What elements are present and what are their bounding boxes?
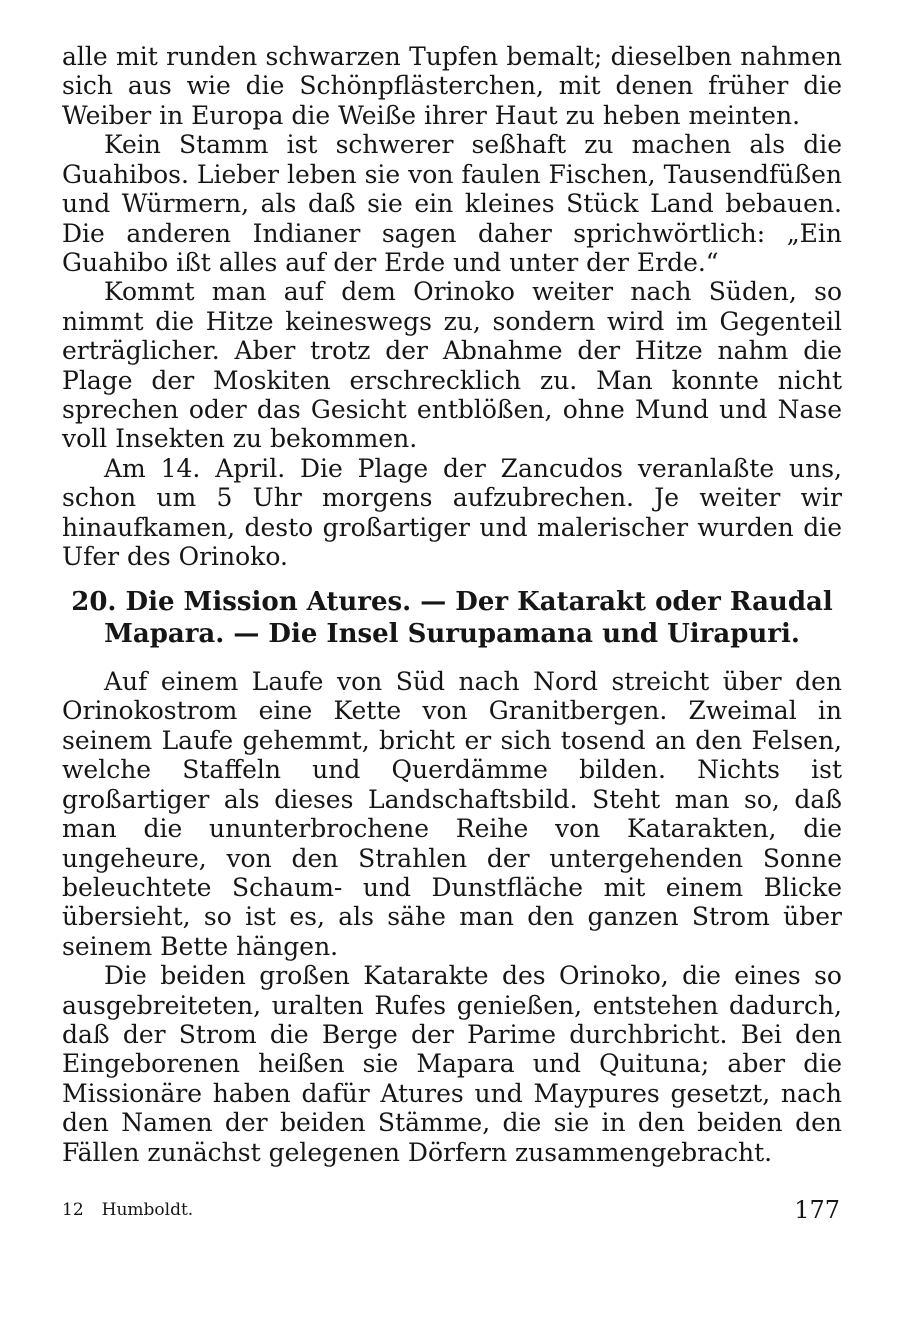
paragraph: Kein Stamm ist schwerer seßhaft zu machen als die Guahibos. Lieber leben sie von faulen Fischen, Tausendfüßen und Würmern, als daß sie ein kleines Stück Land bebauen. Die anderen Indianer sagen daher sprichwörtlich: „Ein Guahibo ißt alles auf der Erde und unter der Erde.“ xyxy=(62,130,842,277)
paragraph: Kommt man auf dem Orinoko weiter nach Süden, so nimmt die Hitze keineswegs zu, sondern wird im Gegenteil erträglicher. Aber trotz der Abnahme der Hitze nahm die Plage der Moskiten erschrecklich zu. Man konnte nicht sprechen oder das Gesicht entblößen, ohne Mund und Nase voll Insekten zu bekommen. xyxy=(62,277,842,454)
body-text-top xyxy=(62,42,842,572)
page-footer xyxy=(62,1196,840,1226)
paragraph: alle mit runden schwarzen Tupfen bemalt; dieselben nahmen sich aus wie die Schönpflästerchen, mit denen früher die Weiber in Europa die Weiße ihrer Haut zu heben meinten. xyxy=(62,42,842,130)
paragraph: Am 14. April. Die Plage der Zancudos veranlaßte uns, schon um 5 Uhr morgens aufzubrechen. Je weiter wir hinaufkamen, desto großartiger und malerischer wurden die Ufer des Orinoko. xyxy=(62,453,842,572)
chapter-heading xyxy=(62,586,842,650)
chapter-heading-line: 20. Die Mission Atures. — Der Katarakt oder Raudal xyxy=(71,587,833,617)
signature-number: 12 xyxy=(62,1200,84,1220)
paragraph: Die beiden großen Katarakte des Orinoko, die eines so ausgebreiteten, uralten Rufes genießen, entstehen dadurch, daß der Strom die Berge der Parime durchbricht. Bei den Eingeborenen heißen sie Mapara und Quituna; aber die Missionäre haben dafür Atures und Maypures gesetzt, nach den Namen der beiden Stämme, die sie in den beiden den Fällen zunächst gelegenen Dörfern zusammengebracht. xyxy=(62,961,842,1167)
signature-name: Humboldt. xyxy=(101,1200,194,1220)
page-number: 177 xyxy=(794,1196,840,1224)
paragraph: Auf einem Laufe von Süd nach Nord streicht über den Orinokostrom eine Kette von Granitbergen. Zweimal in seinem Laufe gehemmt, bricht er sich tosend an den Felsen, welche Staffeln und Querdämme bilden. Nichts ist großartiger als dieses Landschaftsbild. Steht man so, daß man die ununterbrochene Reihe von Katarakten, die ungeheure, von den Strahlen der untergehenden Sonne beleuchtete Schaum- und Dunstfläche mit einem Blicke übersieht, so ist es, als sähe man den ganzen Strom über seinem Bette hängen. xyxy=(62,667,842,961)
printer-signature xyxy=(62,1200,193,1220)
chapter-heading-line: Mapara. — Die Insel Surupamana und Uirapuri. xyxy=(104,619,800,649)
body-text-bottom xyxy=(62,667,842,1167)
